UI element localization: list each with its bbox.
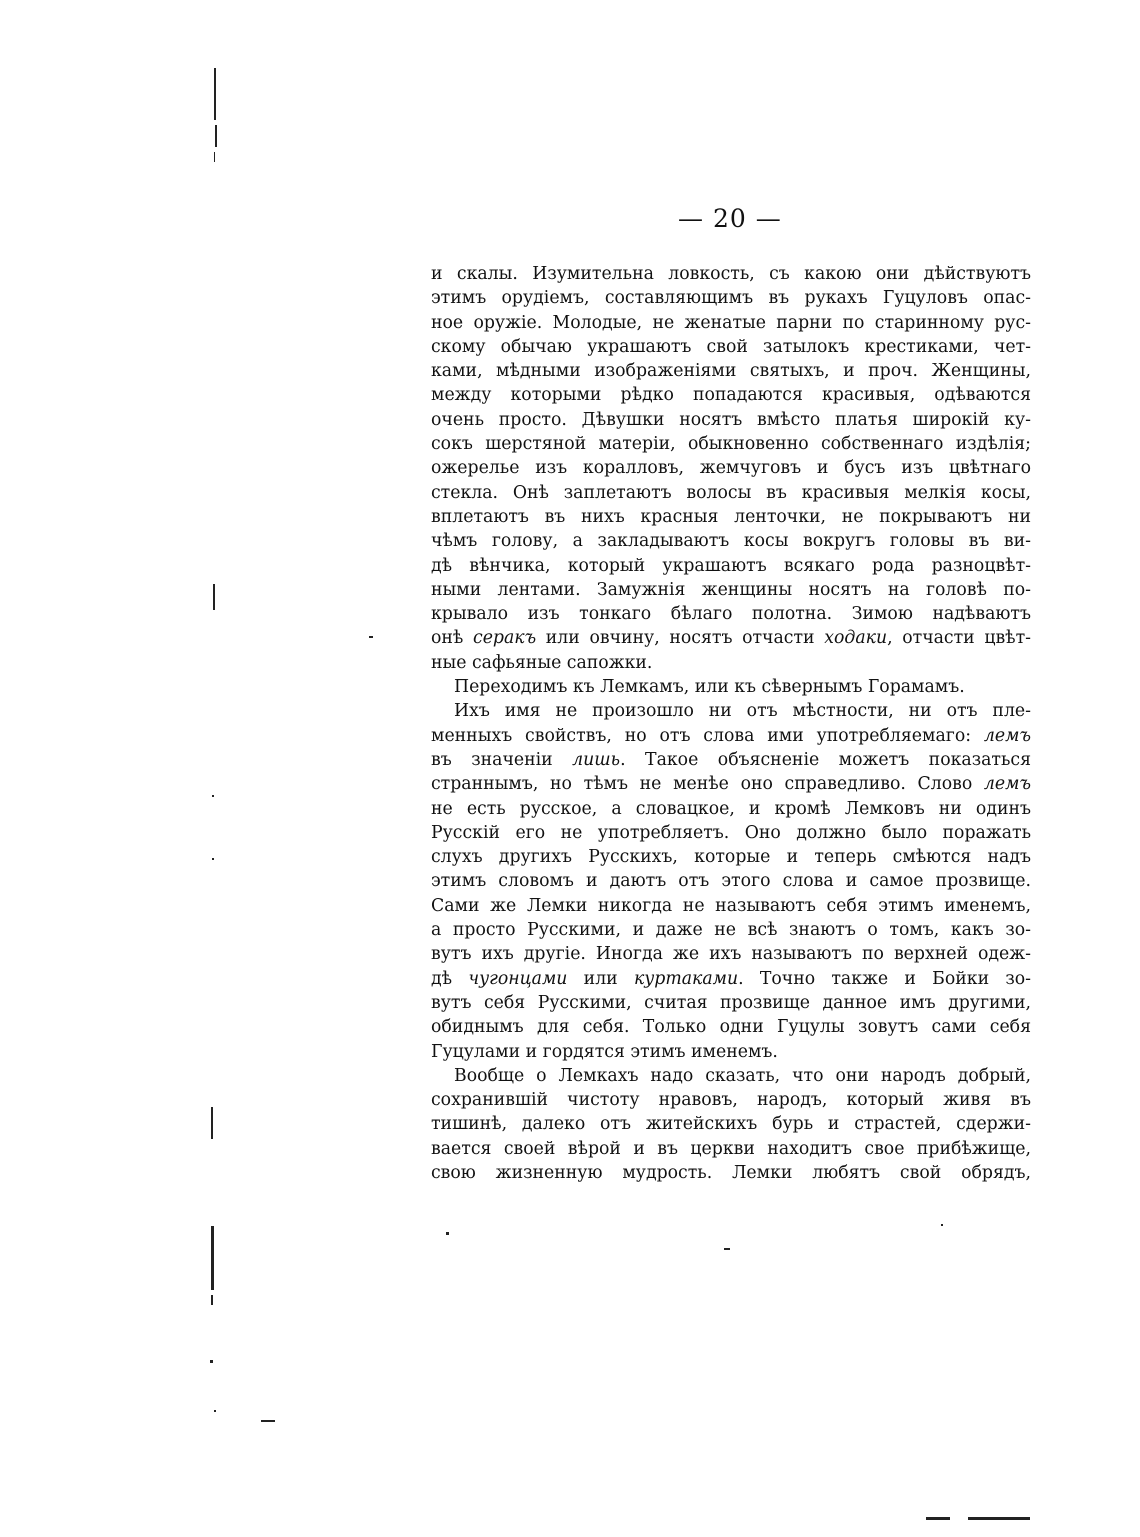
text-span: онѣ	[431, 628, 474, 649]
text-line: чѣмъ голову, а закладываютъ косы вокругъ головы въ ви-	[431, 531, 1031, 552]
text-span: менныхъ свойствъ, но отъ слова ими употребляемаго:	[431, 725, 984, 746]
text-line: скому обычаю украшаютъ свой затылокъ крестиками, чет-	[431, 336, 1031, 357]
text-line: Гуцулами и гордятся этимъ именемъ.	[431, 1041, 778, 1062]
text-line: Переходимъ къ Лемкамъ, или къ сѣвернымъ Горамамъ.	[454, 677, 965, 698]
text-span: , отчасти цвѣт-	[887, 628, 1032, 649]
text-line: не есть русское, а словацкое, и кромѣ Лемковъ ни одинъ	[431, 798, 1031, 819]
scan-artifact	[211, 1226, 214, 1290]
text-line: Сами же Лемки никогда не называютъ себя этимъ именемъ,	[431, 895, 1031, 916]
scan-artifact	[261, 1420, 275, 1422]
text-line: ными лентами. Замужнія женщины носятъ на головѣ по-	[431, 579, 1031, 600]
text-line: тишинѣ, далеко отъ житейскихъ бурь и страстей, сдержи-	[431, 1114, 1031, 1135]
text-line: слухъ другихъ Русскихъ, которые и теперь смѣются надъ	[431, 847, 1031, 868]
text-span: . Точно также и Бойки зо-	[738, 968, 1031, 989]
text-span: или	[567, 968, 634, 989]
text-span: или овчину, носятъ отчасти	[536, 628, 825, 649]
text-line: свою жизненную мудрость. Лемки любятъ свой обрядъ,	[431, 1162, 1031, 1183]
scan-artifact	[211, 1107, 213, 1139]
text-line	[431, 967, 1031, 991]
text-line: Русскій его не употребляетъ. Оно должно было поражать	[431, 822, 1031, 843]
scan-artifact	[968, 1517, 1030, 1520]
text-line: между которыми рѣдко попадаются красивыя, одѣваются	[431, 385, 1031, 406]
text-line: ожерелье изъ коралловъ, жемчуговъ и бусъ изъ цвѣтнаго	[431, 458, 1031, 479]
text-line: сохранившій чистоту нравовъ, народъ, который живя въ	[431, 1090, 1031, 1111]
text-line: вутъ ихъ другіе. Иногда же ихъ называютъ по верхней одеж-	[431, 944, 1031, 965]
text-line: Ихъ имя не произошло ни отъ мѣстности, ни отъ пле-	[454, 701, 1031, 722]
emphasis-span: лишь	[572, 749, 621, 770]
text-line	[431, 772, 1031, 796]
scan-artifact	[446, 1232, 449, 1235]
text-span: дѣ	[431, 968, 469, 989]
text-line	[431, 748, 1031, 772]
text-line: вается своей вѣрой и въ церкви находитъ свое прибѣжище,	[431, 1138, 1031, 1159]
scan-artifact	[369, 636, 373, 638]
body-text	[431, 262, 1031, 1185]
text-line: обиднымъ для себя. Только одни Гуцулы зовутъ сами себя	[431, 1017, 1031, 1038]
scan-artifact	[941, 1224, 943, 1226]
text-line: вутъ себя Русскими, считая прозвище данное имъ другими,	[431, 992, 1031, 1013]
text-line	[431, 626, 1031, 650]
scan-artifact	[210, 1360, 213, 1363]
scan-artifact	[214, 152, 215, 162]
scan-artifact	[214, 68, 216, 120]
text-line: и скалы. Изумительна ловкость, съ какою они дѣйствуютъ	[431, 264, 1031, 284]
scan-artifact	[215, 125, 217, 147]
page-number: — 20 —	[678, 204, 782, 233]
scan-artifact	[211, 1295, 213, 1305]
text-line: сокъ шерстяной матеріи, обыкновенно собственнаго издѣлія;	[431, 434, 1031, 455]
text-line: очень просто. Дѣвушки носятъ вмѣсто платья широкій ку-	[431, 409, 1031, 430]
text-line: стекла. Онѣ заплетаютъ волосы въ красивыя мелкія косы,	[431, 482, 1031, 503]
text-line: этимъ орудіемъ, составляющимъ въ рукахъ Гуцуловъ опас-	[431, 288, 1031, 309]
text-span: въ значеніи	[431, 749, 573, 770]
text-line: ные сафьяные сапожки.	[431, 652, 653, 673]
text-span: страннымъ, но тѣмъ не менѣе оно справедливо. Слово	[431, 774, 984, 795]
text-line: вплетаютъ въ нихъ красныя ленточки, не покрываютъ ни	[431, 506, 1031, 527]
text-line: ками, мѣдными изображеніями святыхъ, и проч. Женщины,	[431, 361, 1031, 382]
emphasis-span: лемъ	[983, 774, 1031, 795]
text-line: Вообще о Лемкахъ надо сказать, что они народъ добрый,	[454, 1065, 1031, 1086]
text-line	[431, 724, 1031, 748]
scan-artifact	[213, 584, 215, 610]
scan-artifact	[926, 1517, 950, 1520]
scan-artifact	[214, 1410, 216, 1412]
scan-artifact	[212, 795, 214, 797]
emphasis-span: серакъ	[473, 628, 537, 649]
emphasis-span: ходаки	[824, 628, 888, 649]
text-line: ное оружіе. Молодые, не женатые парни по старинному рус-	[431, 312, 1031, 333]
emphasis-span: чугонцами	[468, 968, 568, 989]
scan-artifact	[724, 1248, 730, 1250]
emphasis-span: лемъ	[983, 725, 1031, 746]
text-line: дѣ вѣнчика, который украшаютъ всякаго рода разноцвѣт-	[431, 555, 1031, 576]
text-line: этимъ словомъ и даютъ отъ этого слова и самое прозвище.	[431, 871, 1031, 892]
text-line: крывало изъ тонкаго бѣлаго полотна. Зимою надѣваютъ	[431, 604, 1031, 625]
emphasis-span: куртаками	[633, 968, 739, 989]
text-span: . Такое объясненіе можетъ показаться	[620, 749, 1031, 770]
scan-artifact	[212, 858, 214, 860]
text-line: а просто Русскими, и даже не всѣ знаютъ о томъ, какъ зо-	[431, 920, 1031, 941]
